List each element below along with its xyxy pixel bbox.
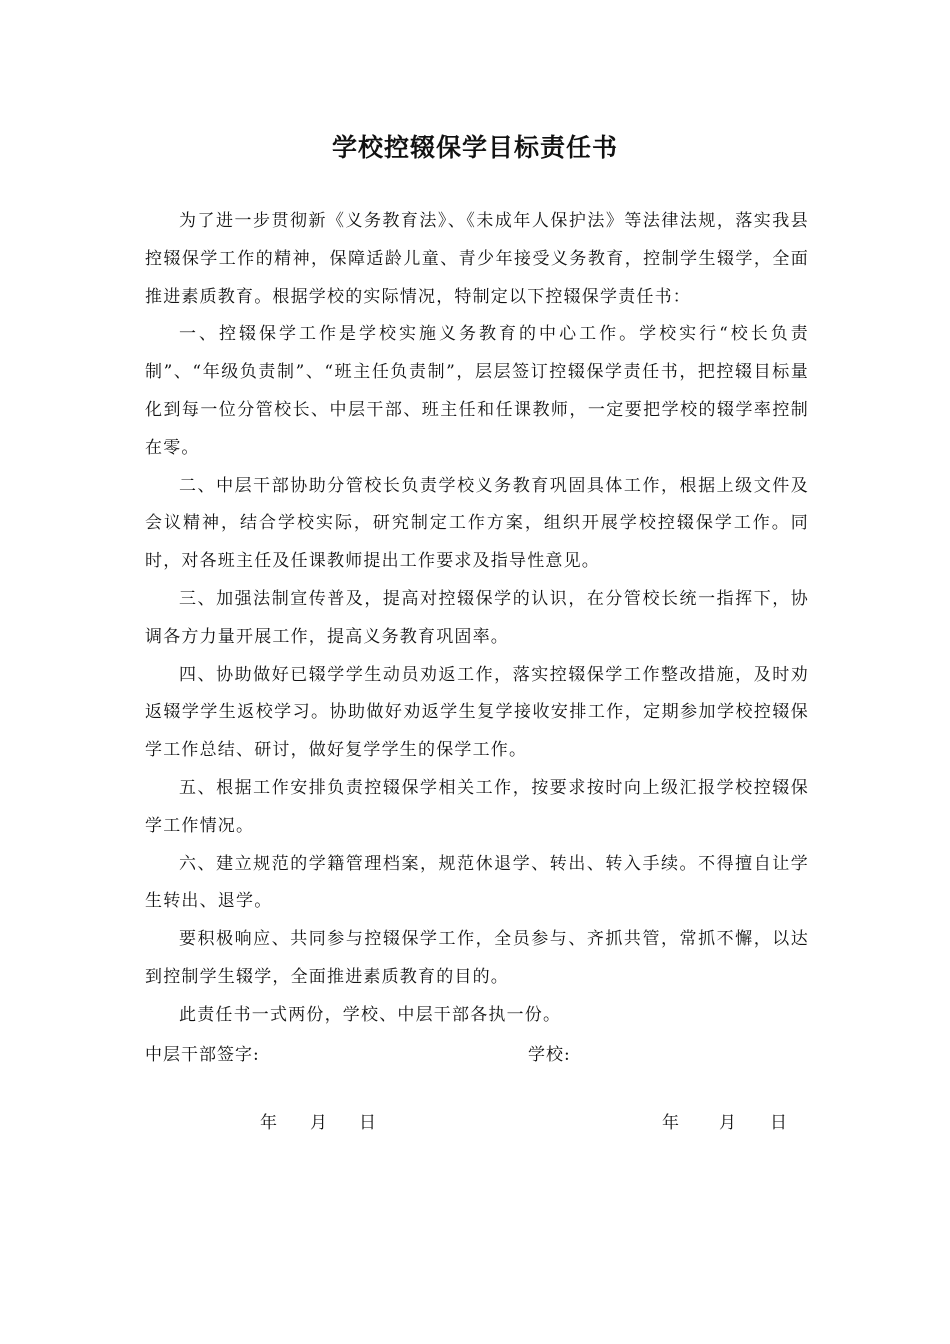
- date-month-label: 月: [719, 1113, 736, 1133]
- cadre-signature-date: [260, 1108, 376, 1133]
- date-year-label: 年: [260, 1113, 277, 1133]
- date-day-label: 日: [770, 1113, 787, 1133]
- date-month-label: 月: [310, 1113, 327, 1133]
- clause-3-paragraph: 三、加强法制宣传普及，提高对控辍保学的认识，在分管校长统一指挥下，协调各方力量开展工作，提高义务教育巩固率。: [145, 588, 809, 647]
- document-title: 学校控辍保学目标责任书: [331, 133, 618, 162]
- date-day-label: 日: [359, 1113, 376, 1133]
- clause-1-paragraph: 一、控辍保学工作是学校实施义务教育的中心工作。学校实行“校长负责制”、“年级负责制”、“班主任负责制”，层层签订控辍保学责任书，把控辍目标量化到每一位分管校长、中层干部、班主任和任课教师，一定要把学校的辍学率控制在零。: [145, 324, 809, 458]
- date-year-label: 年: [662, 1113, 679, 1133]
- cadre-signature-label: 中层干部签字:: [145, 1045, 260, 1065]
- school-signature-label: 学校:: [528, 1045, 571, 1065]
- closing-paragraph: 要积极响应、共同参与控辍保学工作，全员参与、齐抓共管，常抓不懈，以达到控制学生辍学，全面推进素质教育的目的。: [145, 929, 809, 987]
- clause-6-paragraph: 六、建立规范的学籍管理档案，规范休退学、转出、转入手续。不得擅自让学生转出、退学。: [145, 853, 809, 912]
- clause-4-paragraph: 四、协助做好已辍学学生动员劝返工作，落实控辍保学工作整改措施，及时劝返辍学学生返校学习。协助做好劝返学生复学接收安排工作，定期参加学校控辍保学工作总结、研讨，做好复学学生的保学工作。: [145, 664, 809, 761]
- school-signature-date: [662, 1108, 787, 1133]
- clause-5-paragraph: 五、根据工作安排负责控辍保学相关工作，按要求按时向上级汇报学校控辍保学工作情况。: [145, 777, 809, 836]
- clause-2-paragraph: 二、中层干部协助分管校长负责学校义务教育巩固具体工作，根据上级文件及会议精神，结合学校实际，研究制定工作方案，组织开展学校控辍保学工作。同时，对各班主任及任课教师提出工作要求及指导性意见。: [145, 475, 809, 572]
- document-body: [145, 203, 809, 1035]
- intro-paragraph: 为了进一步贯彻新《义务教育法》、《未成年人保护法》等法律法规，落实我县控辍保学工作的精神，保障适龄儿童、青少年接受义务教育，控制学生辍学，全面推进素质教育。根据学校的实际情况，特制定以下控辍保学责任书：: [145, 211, 809, 307]
- copies-paragraph: 此责任书一式两份，学校、中层干部各执一份。: [179, 1004, 562, 1025]
